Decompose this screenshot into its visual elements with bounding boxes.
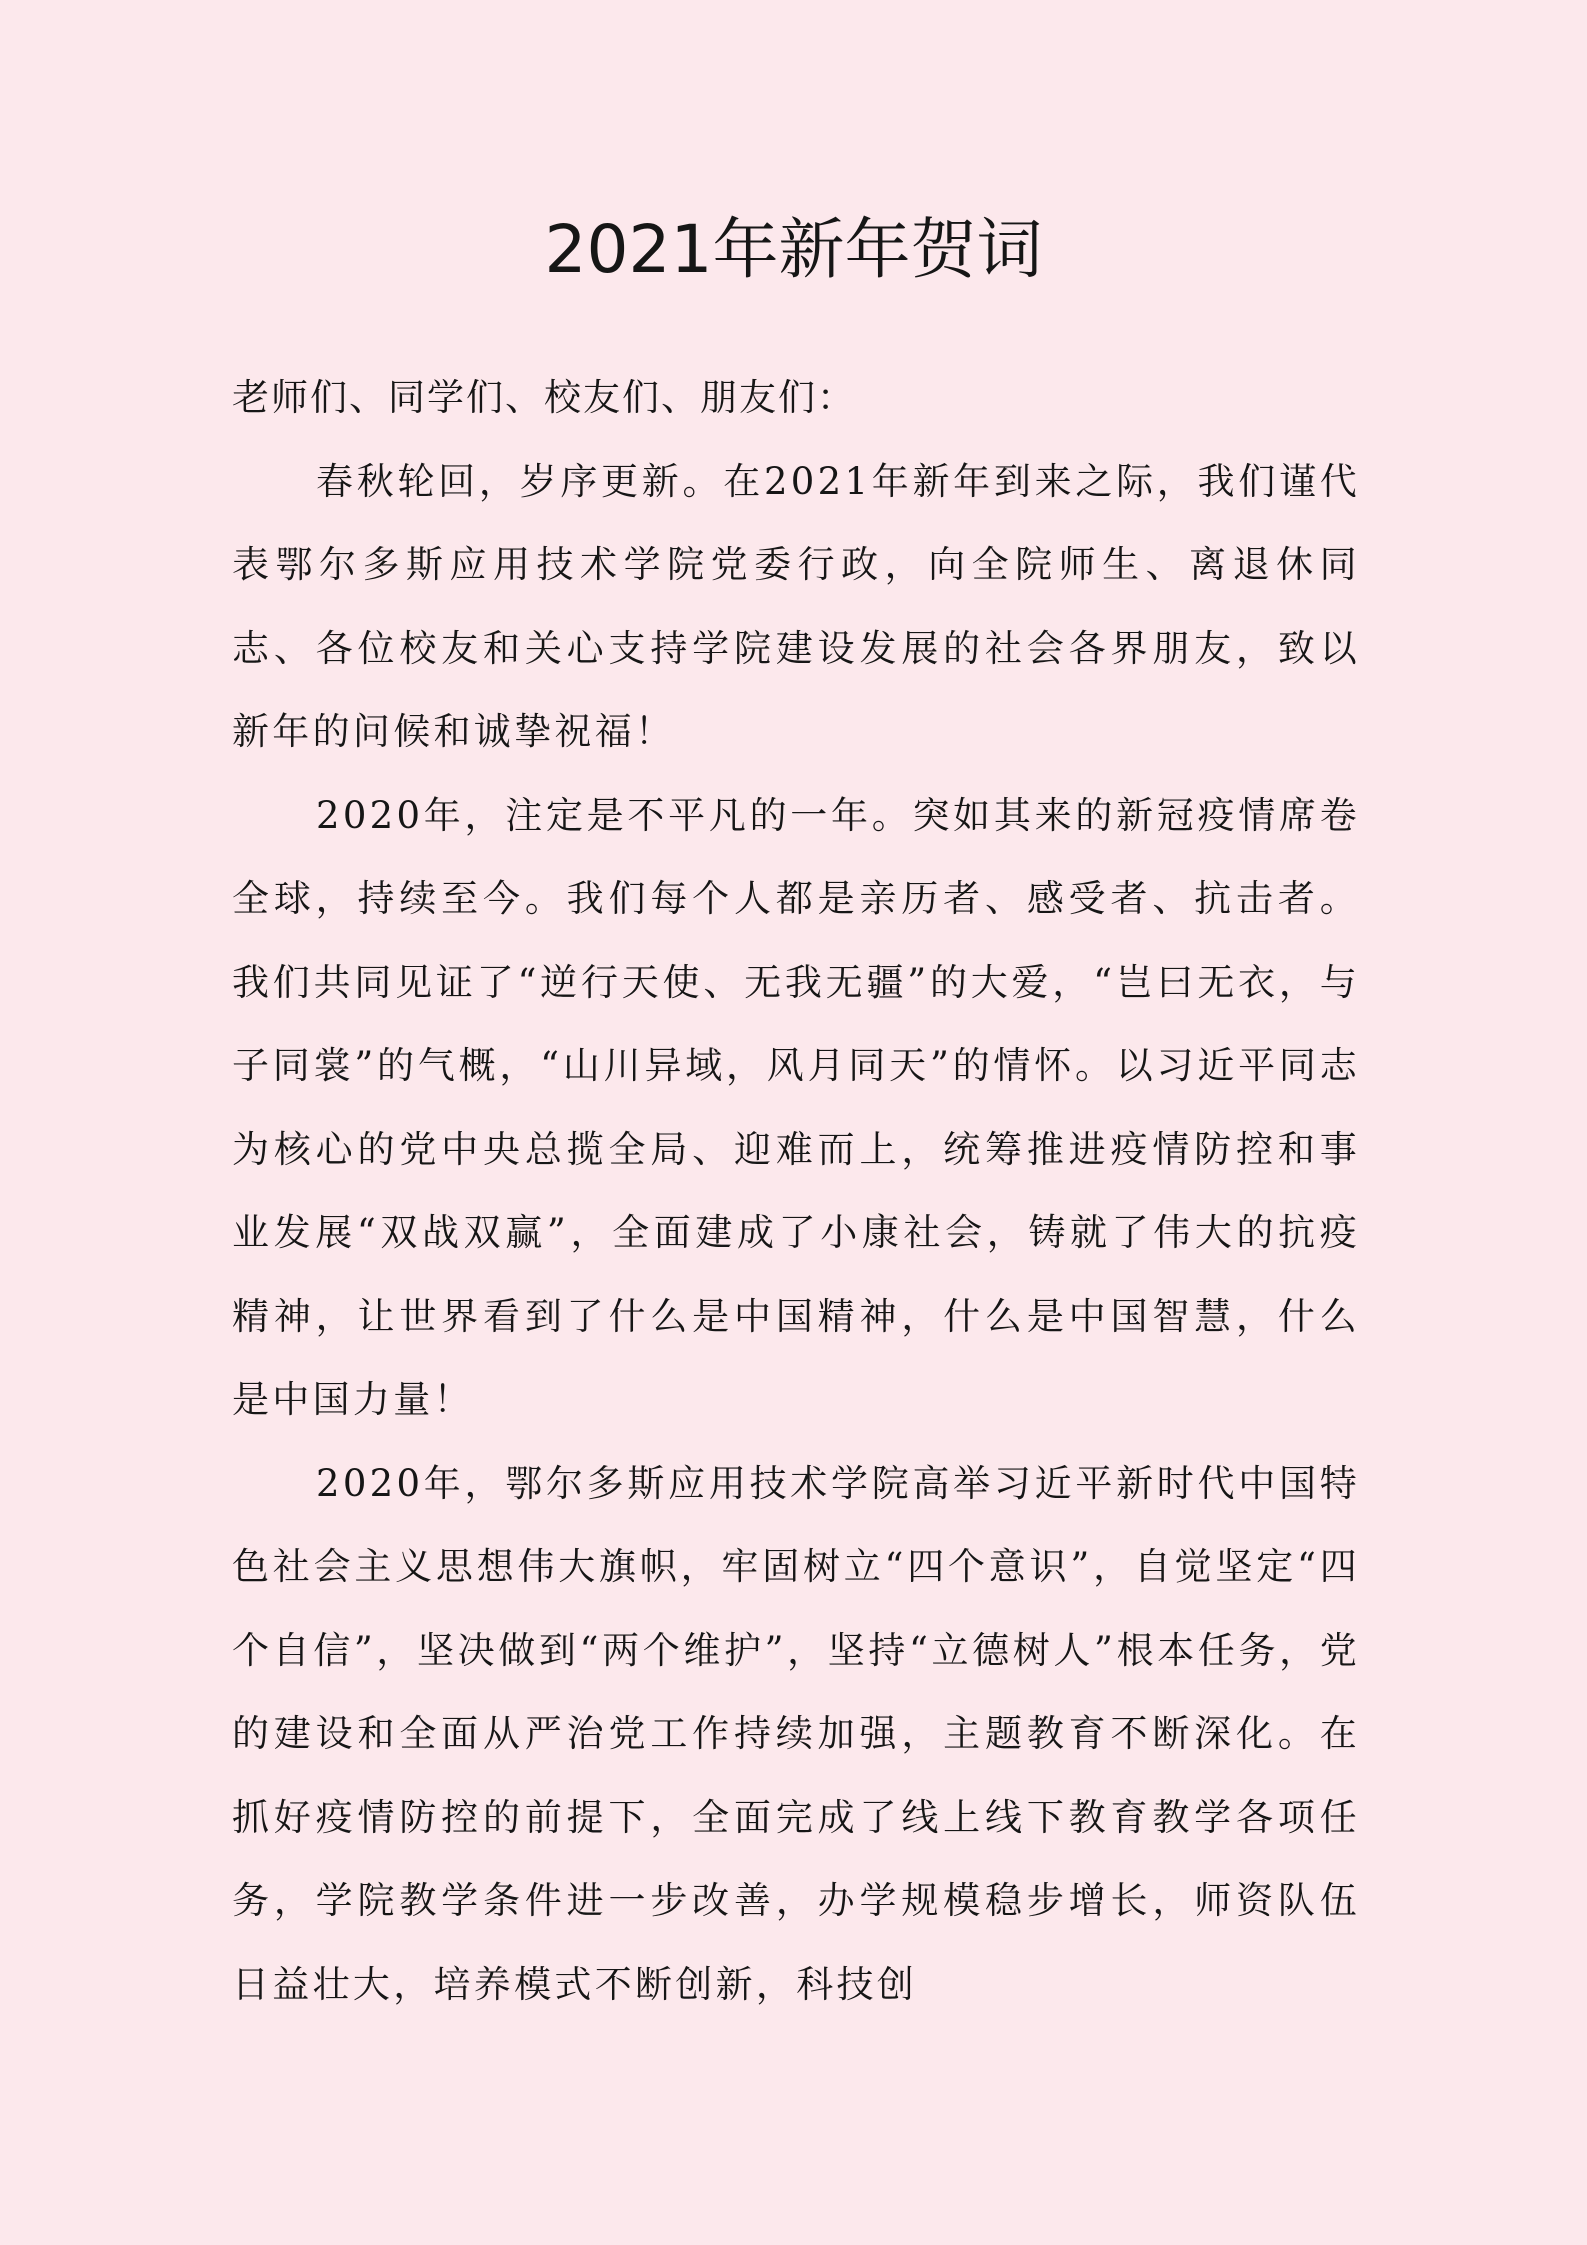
paragraph-3: 2020年，鄂尔多斯应用技术学院高举习近平新时代中国特色社会主义思想伟大旗帜，牢固树立“四个意识”，自觉坚定“四个自信”，坚决做到“两个维护”，坚持“立德树人”根本任务，党的建设和全面从严治党工作持续加强，主题教育不断深化。在抓好疫情防控的前提下，全面完成了线上线下教育教学各项任务，学院教学条件进一步改善，办学规模稳步增长，师资队伍日益壮大，培养模式不断创新，科技创 <box>232 1461 1360 2006</box>
salutation: 老师们、同学们、校友们、朋友们： <box>232 376 856 419</box>
paragraph-2: 2020年，注定是不平凡的一年。突如其来的新冠疫情席卷全球，持续至今。我们每个人都是亲历者、感受者、抗击者。我们共同见证了“逆行天使、无我无疆”的大爱，“岂曰无衣，与子同裳”的气概，“山川异域，风月同天”的情怀。以习近平同志为核心的党中央总揽全局、迎难而上，统筹推进疫情防控和事业发展“双战双赢”，全面建成了小康社会，铸就了伟大的抗疫精神，让世界看到了什么是中国精神，什么是中国智慧，什么是中国力量！ <box>232 793 1360 1421</box>
document-body <box>232 356 1360 2026</box>
paragraph-1: 春秋轮回，岁序更新。在2021年新年到来之际，我们谨代表鄂尔多斯应用技术学院党委行政，向全院师生、离退休同志、各位校友和关心支持学院建设发展的社会各界朋友，致以新年的问候和诚挚祝福！ <box>232 459 1360 753</box>
document-title: 2021年新年贺词 <box>544 211 1043 288</box>
